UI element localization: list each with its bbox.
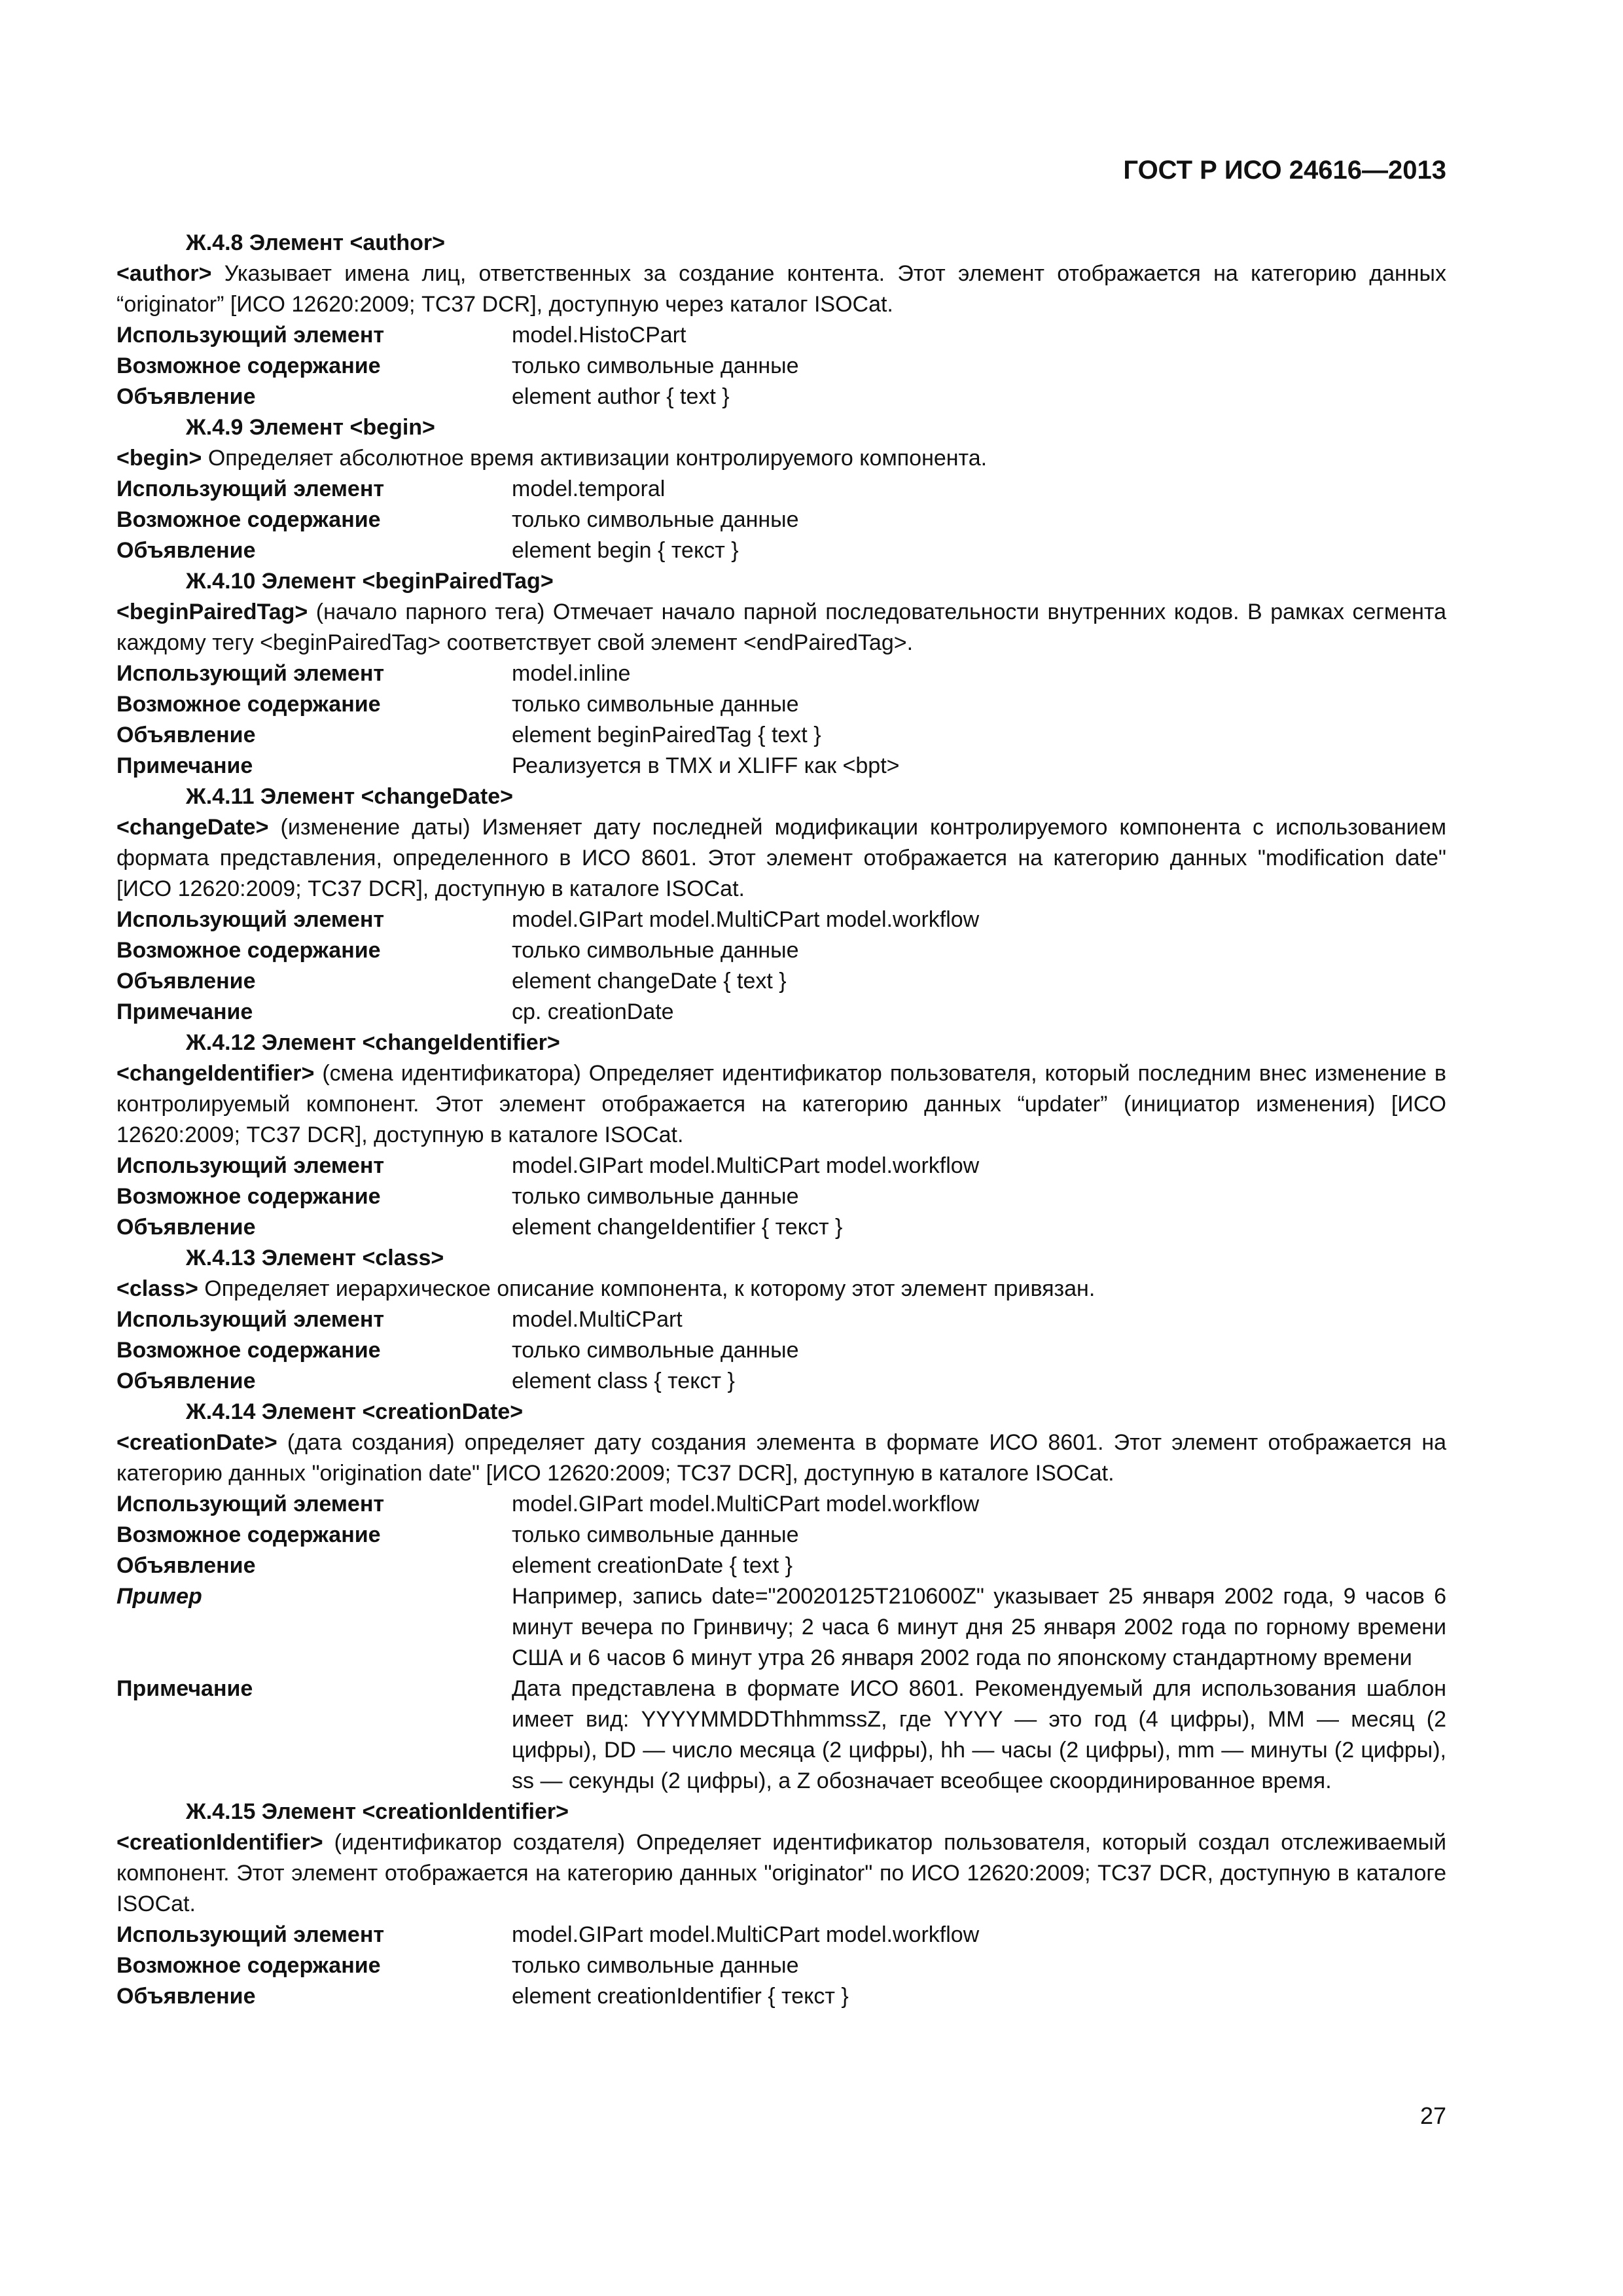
attribute-label: Примечание [116, 999, 253, 1024]
attribute-label: Использующий элемент [116, 1153, 385, 1178]
attribute-row [116, 320, 1446, 351]
attribute-label: Возможное содержание [116, 1522, 381, 1547]
section-title: Ж.4.13 Элемент <class> [186, 1246, 444, 1270]
attribute-row [116, 997, 1446, 1028]
element-tag: <creationIdentifier> [116, 1830, 323, 1855]
section-description [116, 1058, 1446, 1151]
attribute-row [116, 689, 1446, 720]
attribute-row [116, 1489, 1446, 1520]
section-description [116, 812, 1446, 905]
attribute-value: model.HistoCPart [512, 323, 687, 348]
attribute-label: Объявление [116, 538, 256, 563]
description-text: (дата создания) определяет дату создания элемента в формате ИСО 8601. Этот элемент отображается на категорию данных "origination date" [ИСО 12620:2009; TC37 DCR], доступную в каталоге ISOCat. [116, 1430, 1446, 1486]
attribute-label: Объявление [116, 1984, 256, 2009]
section-description [116, 1427, 1446, 1489]
attribute-list [116, 1304, 1446, 1397]
attribute-value: element creationIdentifier { текст } [512, 1984, 849, 2009]
attribute-row [116, 1366, 1446, 1397]
attribute-value: model.GIPart model.MultiCPart model.workflow [512, 1492, 980, 1516]
attribute-value: только символьные данные [512, 1184, 799, 1209]
description-text: Указывает имена лиц, ответственных за создание контента. Этот элемент отображается на категорию данных “originator” [ИСО 12620:2009; TC37 DCR], доступную через каталог ISOCat. [116, 261, 1446, 317]
element-tag: <beginPairedTag> [116, 600, 308, 624]
attribute-label: Возможное содержание [116, 507, 381, 532]
attribute-row [116, 658, 1446, 689]
attribute-list [116, 1489, 1446, 1797]
attribute-label: Возможное содержание [116, 938, 381, 963]
attribute-row [116, 1950, 1446, 1981]
attribute-value: только символьные данные [512, 1338, 799, 1363]
attribute-value: element changeIdentifier { текст } [512, 1215, 843, 1240]
element-section [116, 228, 1446, 412]
attribute-row [116, 1181, 1446, 1212]
element-tag: <class> [116, 1276, 198, 1301]
attribute-label: Пример [116, 1584, 202, 1609]
attribute-row [116, 751, 1446, 781]
attribute-row [116, 720, 1446, 751]
attribute-list [116, 658, 1446, 781]
document-header: ГОСТ Р ИСО 24616—2013 [1123, 156, 1446, 185]
section-title: Ж.4.10 Элемент <beginPairedTag> [186, 569, 554, 594]
attribute-list [116, 1151, 1446, 1243]
attribute-value: element changeDate { text } [512, 969, 787, 994]
attribute-row [116, 474, 1446, 505]
attribute-label: Возможное содержание [116, 353, 381, 378]
attribute-list [116, 905, 1446, 1028]
attribute-value: ср. creationDate [512, 999, 674, 1024]
attribute-label: Объявление [116, 723, 256, 747]
section-title: Ж.4.12 Элемент <changeIdentifier> [186, 1030, 560, 1055]
element-tag: <creationDate> [116, 1430, 277, 1455]
attribute-label: Использующий элемент [116, 1492, 385, 1516]
attribute-row [116, 1304, 1446, 1335]
attribute-label: Объявление [116, 969, 256, 994]
attribute-value: только символьные данные [512, 1522, 799, 1547]
attribute-label: Возможное содержание [116, 692, 381, 717]
attribute-label: Использующий элемент [116, 476, 385, 501]
attribute-label: Возможное содержание [116, 1184, 381, 1209]
attribute-row [116, 1581, 1446, 1674]
section-title: Ж.4.11 Элемент <changeDate> [186, 784, 514, 809]
attribute-label: Использующий элемент [116, 907, 385, 932]
attribute-label: Использующий элемент [116, 323, 385, 348]
attribute-row [116, 1151, 1446, 1181]
description-text: (идентификатор создателя) Определяет идентификатор пользователя, который создал отслеживаемый компонент. Этот элемент отображается на категорию данных "originator" по ИСО 12620:2009; TC37 DCR, доступную в каталоге ISOCat. [116, 1830, 1446, 1916]
section-title: Ж.4.8 Элемент <author> [186, 230, 446, 255]
attribute-value: Например, запись date="20020125T210600Z" указывает 25 января 2002 года, 9 часов 6 минут вечера по Гринвичу; 2 часа 6 минут дня 25 января 2002 года по горному времени США и 6 часов 6 минут утра 26 января 2002 года по японскому стандартному времени [512, 1584, 1446, 1670]
section-description [116, 1827, 1446, 1920]
description-text: Определяет абсолютное время активизации контролируемого компонента. [202, 446, 988, 471]
section-title: Ж.4.14 Элемент <creationDate> [186, 1399, 524, 1424]
element-section [116, 412, 1446, 566]
attribute-row [116, 935, 1446, 966]
section-title: Ж.4.9 Элемент <begin> [186, 415, 435, 440]
attribute-row [116, 1212, 1446, 1243]
page-number: 27 [1419, 2102, 1446, 2129]
attribute-row [116, 505, 1446, 535]
attribute-value: model.GIPart model.MultiCPart model.workflow [512, 907, 980, 932]
element-section [116, 1797, 1446, 2012]
attribute-row [116, 1674, 1446, 1797]
attribute-list [116, 320, 1446, 412]
attribute-value: Дата представлена в формате ИСО 8601. Рекомендуемый для использования шаблон имеет вид: YYYYMMDDThhmmssZ, где YYYY — это год (4 цифры), MM — месяц (2 цифры), DD — число месяца (2 цифры), hh — часы (2 цифры), mm — минуты (2 цифры), ss — секунды (2 цифры), а Z обозначает всеобщее скоординированное время. [512, 1676, 1446, 1793]
element-tag: <changeIdentifier> [116, 1061, 315, 1086]
attribute-value: только символьные данные [512, 1953, 799, 1978]
attribute-row [116, 1551, 1446, 1581]
element-section [116, 781, 1446, 1028]
attribute-row [116, 966, 1446, 997]
attribute-list [116, 474, 1446, 566]
element-section [116, 566, 1446, 781]
attribute-row [116, 1920, 1446, 1950]
attribute-value: model.GIPart model.MultiCPart model.workflow [512, 1922, 980, 1947]
attribute-value: model.GIPart model.MultiCPart model.workflow [512, 1153, 980, 1178]
element-section [116, 1028, 1446, 1243]
attribute-row [116, 351, 1446, 382]
attribute-value: element beginPairedTag { text } [512, 723, 821, 747]
attribute-value: element author { text } [512, 384, 730, 409]
attribute-value: только символьные данные [512, 353, 799, 378]
element-section [116, 1397, 1446, 1797]
element-tag: <changeDate> [116, 815, 269, 840]
description-text: Определяет иерархическое описание компонента, к которому этот элемент привязан. [198, 1276, 1096, 1301]
attribute-value: element creationDate { text } [512, 1553, 793, 1578]
attribute-list [116, 1920, 1446, 2012]
attribute-value: element class { текст } [512, 1369, 735, 1393]
attribute-value: element begin { текст } [512, 538, 739, 563]
attribute-label: Использующий элемент [116, 661, 385, 686]
attribute-label: Использующий элемент [116, 1922, 385, 1947]
attribute-label: Объявление [116, 1215, 256, 1240]
attribute-row [116, 382, 1446, 412]
attribute-label: Объявление [116, 384, 256, 409]
attribute-value: только символьные данные [512, 692, 799, 717]
attribute-value: только символьные данные [512, 938, 799, 963]
attribute-value: model.temporal [512, 476, 666, 501]
attribute-row [116, 1981, 1446, 2012]
section-description [116, 597, 1446, 658]
attribute-label: Возможное содержание [116, 1338, 381, 1363]
attribute-label: Объявление [116, 1553, 256, 1578]
attribute-label: Примечание [116, 753, 253, 778]
description-text: (смена идентификатора) Определяет идентификатор пользователя, который последним внес изменение в контролируемый компонент. Этот элемент отображается на категорию данных “updater” (инициатор изменения) [ИСО 12620:2009; TC37 DCR], доступную в каталоге ISOCat. [116, 1061, 1446, 1147]
attribute-row [116, 1520, 1446, 1551]
document-body [116, 228, 1446, 2012]
attribute-value: только символьные данные [512, 507, 799, 532]
attribute-label: Объявление [116, 1369, 256, 1393]
section-description [116, 1274, 1446, 1304]
element-tag: <begin> [116, 446, 202, 471]
section-description [116, 259, 1446, 320]
description-text: (изменение даты) Изменяет дату последней модификации контролируемого компонента с использованием формата представления, определенного в ИСО 8601. Этот элемент отображается на категорию данных "modification date" [ИСО 12620:2009; TC37 DCR], доступную в каталоге ISOCat. [116, 815, 1446, 901]
element-tag: <author> [116, 261, 212, 286]
attribute-label: Примечание [116, 1676, 253, 1701]
section-description [116, 443, 1446, 474]
attribute-value: Реализуется в TMX и XLIFF как <bpt> [512, 753, 900, 778]
section-title: Ж.4.15 Элемент <creationIdentifier> [186, 1799, 569, 1824]
attribute-label: Возможное содержание [116, 1953, 381, 1978]
attribute-row [116, 905, 1446, 935]
attribute-row [116, 535, 1446, 566]
attribute-value: model.inline [512, 661, 631, 686]
attribute-row [116, 1335, 1446, 1366]
attribute-value: model.MultiCPart [512, 1307, 683, 1332]
description-text: (начало парного тега) Отмечает начало парной последовательности внутренних кодов. В рамках сегмента каждому тегу <beginPairedTag> соответствует свой элемент <endPairedTag>. [116, 600, 1446, 655]
attribute-label: Использующий элемент [116, 1307, 385, 1332]
element-section [116, 1243, 1446, 1397]
